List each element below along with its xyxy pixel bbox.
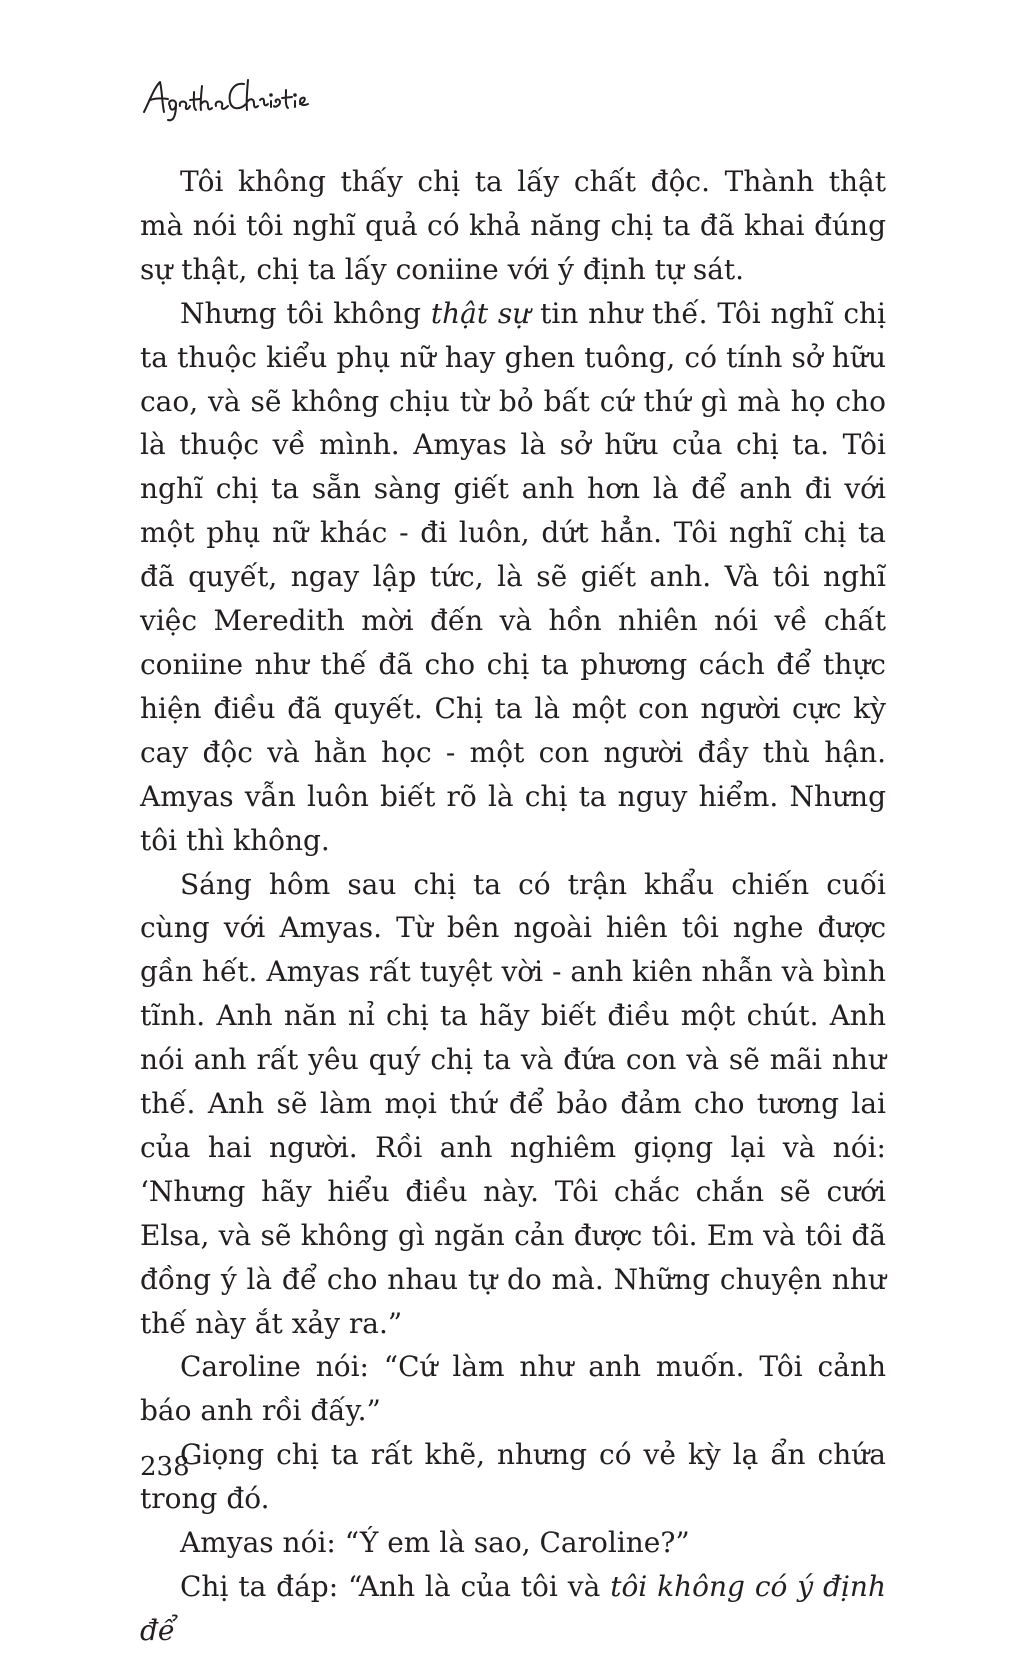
paragraph: [140, 1521, 886, 1565]
paragraph: [140, 863, 886, 1346]
paragraph: [140, 292, 886, 863]
text-run: Sáng hôm sau chị ta có trận khẩu chiến cuối cùng với Amyas. Từ bên ngoài hiên tôi nghe được gần hết. Amyas rất tuyệt vời - anh kiên nhẫn và bình tĩnh. Anh năn nỉ chị ta hãy biết điều một chút. Anh nói anh rất yêu quý chị ta và đứa con và sẽ mãi như thế. Anh sẽ làm mọi thứ để bảo đảm cho tương lai của hai người. Rồi anh nghiêm giọng lại và nói: ‘Nhưng hãy hiểu điều này. Tôi chắc chắn sẽ cưới Elsa, và sẽ không gì ngăn cản được tôi. Em và tôi đã đồng ý là để cho nhau tự do mà. Những chuyện như thế này ắt xảy ra.”: [140, 867, 886, 1340]
page-number: 238: [140, 1452, 190, 1482]
text-run: Tôi không thấy chị ta lấy chất độc. Thành thật mà nói tôi nghĩ quả có khả năng chị ta đã khai đúng sự thật, chị ta lấy coniine với ý định tự sát.: [140, 165, 886, 286]
text-run: Chị ta đáp: “Anh là của tôi và: [180, 1570, 611, 1603]
italic-emphasis: tôi không có ý định để: [140, 1570, 886, 1647]
paragraph: [140, 1433, 886, 1521]
paragraph: [140, 1565, 886, 1653]
paragraph: [140, 160, 886, 292]
text-run: Giọng chị ta rất khẽ, nhưng có vẻ kỳ lạ ẩn chứa trong đó.: [140, 1438, 886, 1516]
text-run: Caroline nói: “Cứ làm như anh muốn. Tôi cảnh báo anh rồi đấy.”: [140, 1350, 886, 1428]
signature-icon: [140, 70, 315, 125]
author-signature-logo: [140, 70, 315, 125]
text-run: Nhưng tôi không: [180, 296, 431, 330]
italic-emphasis: thật sự: [430, 296, 531, 330]
chapter-body-text: [140, 160, 886, 1653]
text-run: tin như thế. Tôi nghĩ chị ta thuộc kiểu phụ nữ hay ghen tuông, có tính sở hữu cao, và sẽ không chịu từ bỏ bất cứ thứ gì mà họ cho là thuộc về mình. Amyas là sở hữu của chị ta. Tôi nghĩ chị ta sẵn sàng giết anh hơn là để anh đi với một phụ nữ khác - đi luôn, dứt hẳn. Tôi nghĩ chị ta đã quyết, ngay lập tức, là sẽ giết anh. Và tôi nghĩ việc Meredith mời đến và hồn nhiên nói về chất coniine như thế đã cho chị ta phương cách để thực hiện điều đã quyết. Chị ta là một con người cực kỳ cay độc và hằn học - một con người đầy thù hận. Amyas vẫn luôn biết rõ là chị ta nguy hiểm. Nhưng tôi thì không.: [140, 296, 886, 857]
text-run: Amyas nói: “Ý em là sao, Caroline?”: [180, 1526, 690, 1560]
paragraph: [140, 1345, 886, 1433]
